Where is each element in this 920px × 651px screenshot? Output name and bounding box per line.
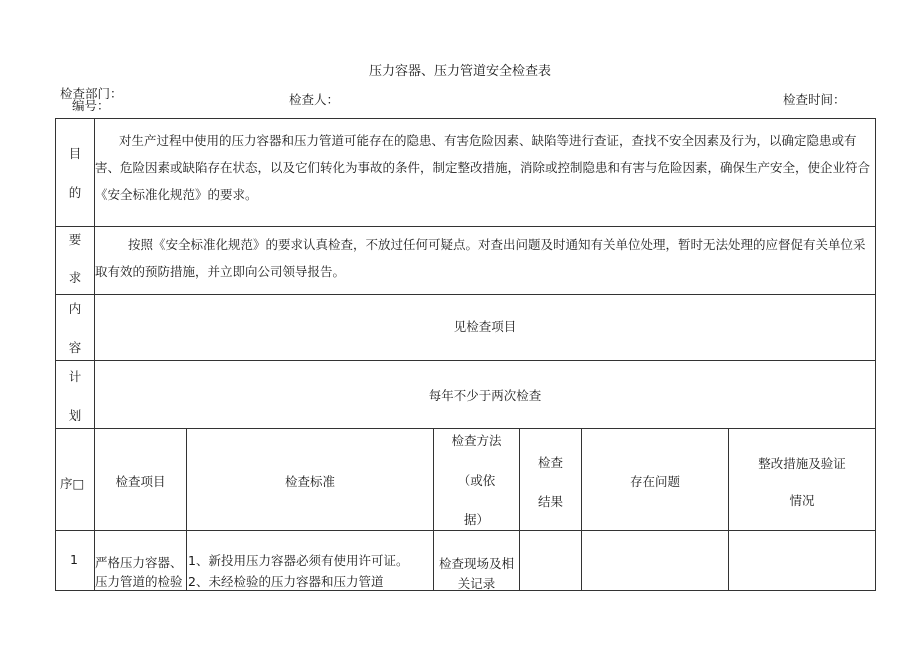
row-1-method-2: 关记录 (457, 576, 496, 591)
plan-label-1: 计 (68, 369, 82, 384)
plan-text: 每年不少于两次检查 (428, 388, 542, 403)
page-title: 压力容器、压力管道安全检查表 (368, 64, 551, 79)
content-label-1: 内 (68, 301, 82, 316)
row-1-seq: 1 (70, 552, 78, 567)
requirement-text: 按照《安全标准化规范》的要求认真检查，不放过任何可疑点。对查出问题及时通知有关单位处理，暂时无法处理的应督促有关单位采取有效的预防措施，并立即向公司领导报告。 (95, 237, 866, 279)
purpose-label-2: 的 (68, 185, 82, 200)
row-1-standard-2: 2、未经检验的压力容器和压力管道 (188, 574, 384, 589)
content-label-2: 容 (68, 340, 82, 355)
col-problem: 存在问题 (629, 474, 680, 489)
col-measure-1: 整改措施及验证 (758, 456, 846, 471)
col-method-2: （或依 (457, 473, 496, 488)
number-label: 编号： (72, 98, 110, 113)
requirement-label-2: 求 (68, 270, 82, 285)
row-1-standard-1: 1、新投用压力容器必须有使用许可证。 (188, 553, 409, 568)
inspection-time-label: 检查时间： (783, 92, 846, 107)
row-1-item-1: 严格压力容器、 (95, 555, 183, 570)
purpose-text: 对生产过程中使用的压力容器和压力管道可能存在的隐患、有害危险因素、缺陷等进行查证，查找不安全因素及行为，以确定隐患或有害、危险因素或缺陷存在状态，以及它们转化为事故的条件，制定整改措施，消除或控制隐患和有害与危险因素，确保生产安全，使企业符合《安全标准化规范》的要求。 (95, 133, 871, 202)
col-method-3: 据） (463, 512, 489, 527)
row-1-method-1: 检查现场及相 (438, 556, 514, 571)
col-method-1: 检查方法 (451, 433, 502, 448)
purpose-label-1: 目 (68, 146, 82, 161)
col-result-1: 检查 (537, 455, 563, 470)
inspection-dept-label: 检查部门： (60, 86, 123, 101)
content-text: 见检查项目 (453, 319, 517, 334)
row-1-item-2: 压力管道的检验 (95, 574, 183, 589)
inspector-label: 检查人： (289, 92, 340, 107)
requirement-label-1: 要 (68, 232, 82, 247)
col-seq: 序□ (60, 476, 85, 491)
col-result-2: 结果 (537, 494, 563, 509)
col-item: 检查项目 (115, 474, 166, 489)
col-measure-2: 情况 (789, 493, 815, 508)
col-standard: 检查标准 (284, 474, 335, 489)
plan-label-2: 划 (68, 408, 82, 423)
